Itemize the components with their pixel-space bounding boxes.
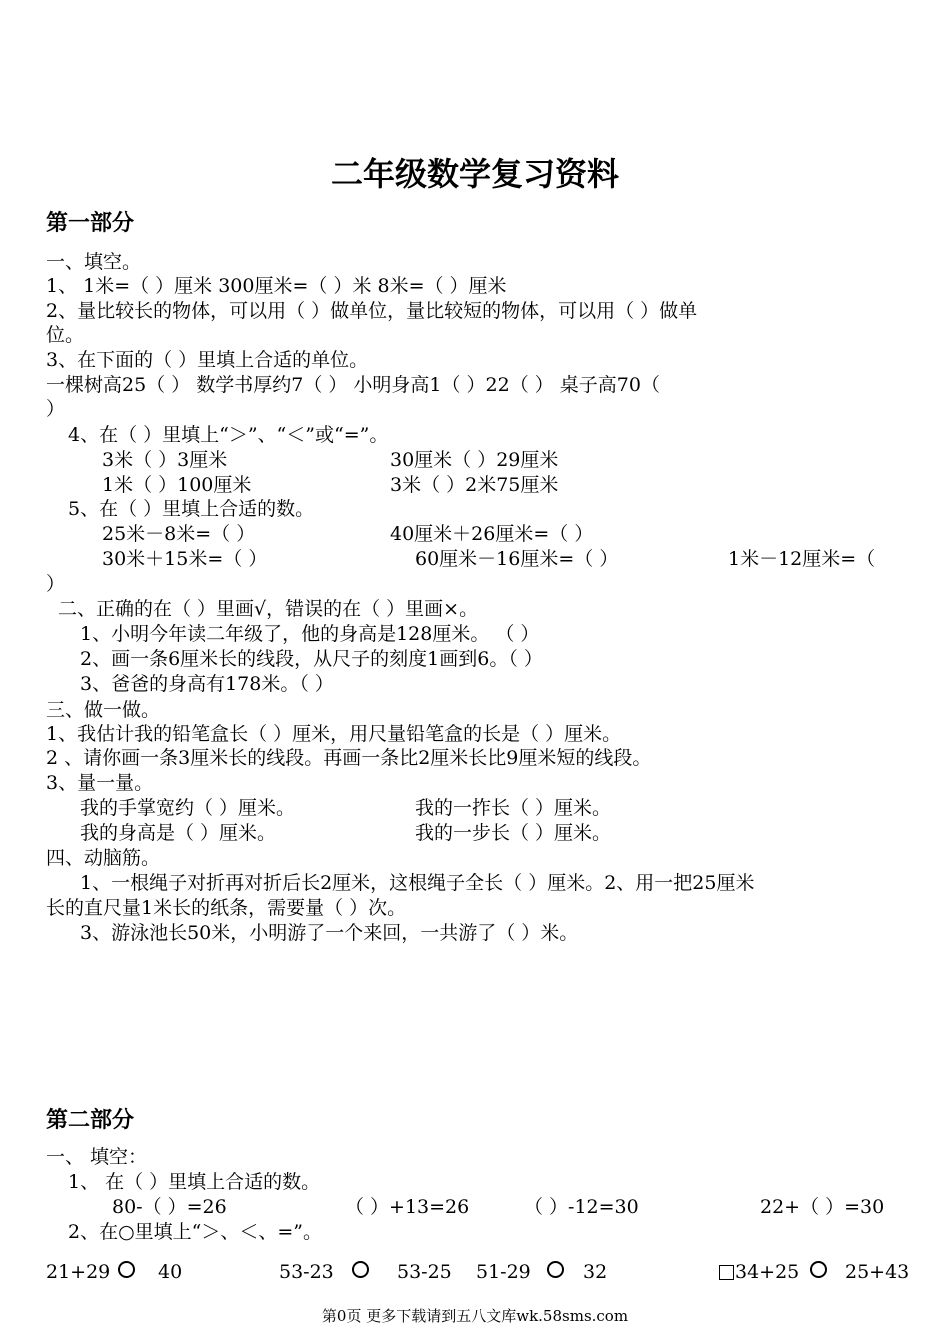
expression: 40 xyxy=(158,1261,183,1283)
question-line: 长的直尺量1米长的纸条，需要量（ ）次。 xyxy=(46,897,407,919)
question-line: 我的一步长（ ）厘米。 xyxy=(415,822,612,844)
question-line: 3、量一量。 xyxy=(46,772,154,794)
answer-circle xyxy=(810,1261,827,1278)
question-line: 1、我估计我的铅笔盒长（ ）厘米，用尺量铅笔盒的长是（ ）厘米。 xyxy=(46,723,622,745)
question-line: 3米（ ）3厘米 xyxy=(102,449,228,471)
question-line: 1、 1米=（ ）厘米 300厘米=（ ）米 8米=（ ）厘米 xyxy=(46,275,507,297)
question-line: 2、画一条6厘米长的线段，从尺子的刻度1画到6。（ ） xyxy=(80,648,543,670)
section-heading: 四、动脑筋。 xyxy=(46,847,161,869)
question-line: 3、游泳池长50米，小明游了一个来回，一共游了（ ）米。 xyxy=(80,922,579,944)
question-line: 1米－12厘米=（ xyxy=(728,548,876,570)
question-line: （ ）-12=30 xyxy=(524,1196,639,1218)
part2-heading: 第二部分 xyxy=(46,1107,135,1133)
expression: 25+43 xyxy=(845,1261,910,1283)
expression: 32 xyxy=(583,1261,608,1283)
question-line: 1、 在（ ）里填上合适的数。 xyxy=(68,1171,321,1193)
answer-circle xyxy=(547,1261,564,1278)
question-line: 3、在下面的（ ）里填上合适的单位。 xyxy=(46,349,369,371)
section-heading: 一、 填空： xyxy=(46,1146,148,1168)
expression: 21+29 xyxy=(46,1261,111,1283)
question-line: 80-（ ）=26 xyxy=(112,1196,227,1218)
expression: 34+25 xyxy=(735,1261,800,1283)
answer-circle xyxy=(352,1261,369,1278)
question-line: 40厘米＋26厘米=（ ） xyxy=(390,523,594,545)
question-line: 3米（ ）2米75厘米 xyxy=(390,474,559,496)
question-line: 1、一根绳子对折再对折后长2厘米，这根绳子全长（ ）厘米。2、用一把25厘米 xyxy=(80,872,755,894)
page-title: 二年级数学复习资料 xyxy=(330,155,619,193)
expression: 53-23 xyxy=(279,1261,334,1283)
part1-heading: 第一部分 xyxy=(46,210,135,236)
question-line: 30厘米（ ）29厘米 xyxy=(390,449,559,471)
expression: 51-29 xyxy=(476,1261,531,1283)
section-heading: 三、做一做。 xyxy=(46,699,161,721)
question-line: 我的身高是（ ）厘米。 xyxy=(80,822,277,844)
question-line: 1、小明今年读二年级了，他的身高是128厘米。 （ ） xyxy=(80,623,540,645)
question-line: 我的手掌宽约（ ）厘米。 xyxy=(80,797,296,819)
question-line: 1米（ ）100厘米 xyxy=(102,474,252,496)
section-heading: 二、正确的在（ ）里画√，错误的在（ ）里画×。 xyxy=(58,598,479,620)
question-line: ） xyxy=(46,398,66,420)
question-line: 2 、请你画一条3厘米长的线段。再画一条比2厘米长比9厘米短的线段。 xyxy=(46,747,652,769)
question-line: ） xyxy=(46,573,66,595)
question-line: 2、在○里填上“＞、＜、=”。 xyxy=(68,1221,323,1243)
question-line: 22+（ ）=30 xyxy=(760,1196,885,1218)
expression: 53-25 xyxy=(397,1261,452,1283)
question-line: 位。 xyxy=(46,324,85,346)
question-line: 25米－8米=（ ） xyxy=(102,523,256,545)
page-footer: 第0页 更多下载请到五八文库wk.58sms.com xyxy=(321,1307,629,1325)
question-line: 一棵树高25（ ） 数学书厚约7（ ） 小明身高1（ ）22（ ） 桌子高70（ xyxy=(46,374,660,396)
question-line: 4、在（ ）里填上“＞”、“＜”或“=”。 xyxy=(68,424,389,446)
question-line: 我的一拃长（ ）厘米。 xyxy=(415,797,612,819)
question-line: 5、在（ ）里填上合适的数。 xyxy=(68,498,315,520)
square-box xyxy=(719,1265,734,1280)
question-line: 30米＋15米=（ ） xyxy=(102,548,268,570)
question-line: （ ）+13=26 xyxy=(345,1196,470,1218)
section-heading: 一、填空。 xyxy=(46,251,142,273)
question-line: 2、量比较长的物体，可以用（ ）做单位，量比较短的物体，可以用（ ）做单 xyxy=(46,300,698,322)
question-line: 60厘米－16厘米=（ ） xyxy=(415,548,619,570)
question-line: 3、爸爸的身高有178米。（ ） xyxy=(80,673,334,695)
answer-circle xyxy=(118,1261,135,1278)
